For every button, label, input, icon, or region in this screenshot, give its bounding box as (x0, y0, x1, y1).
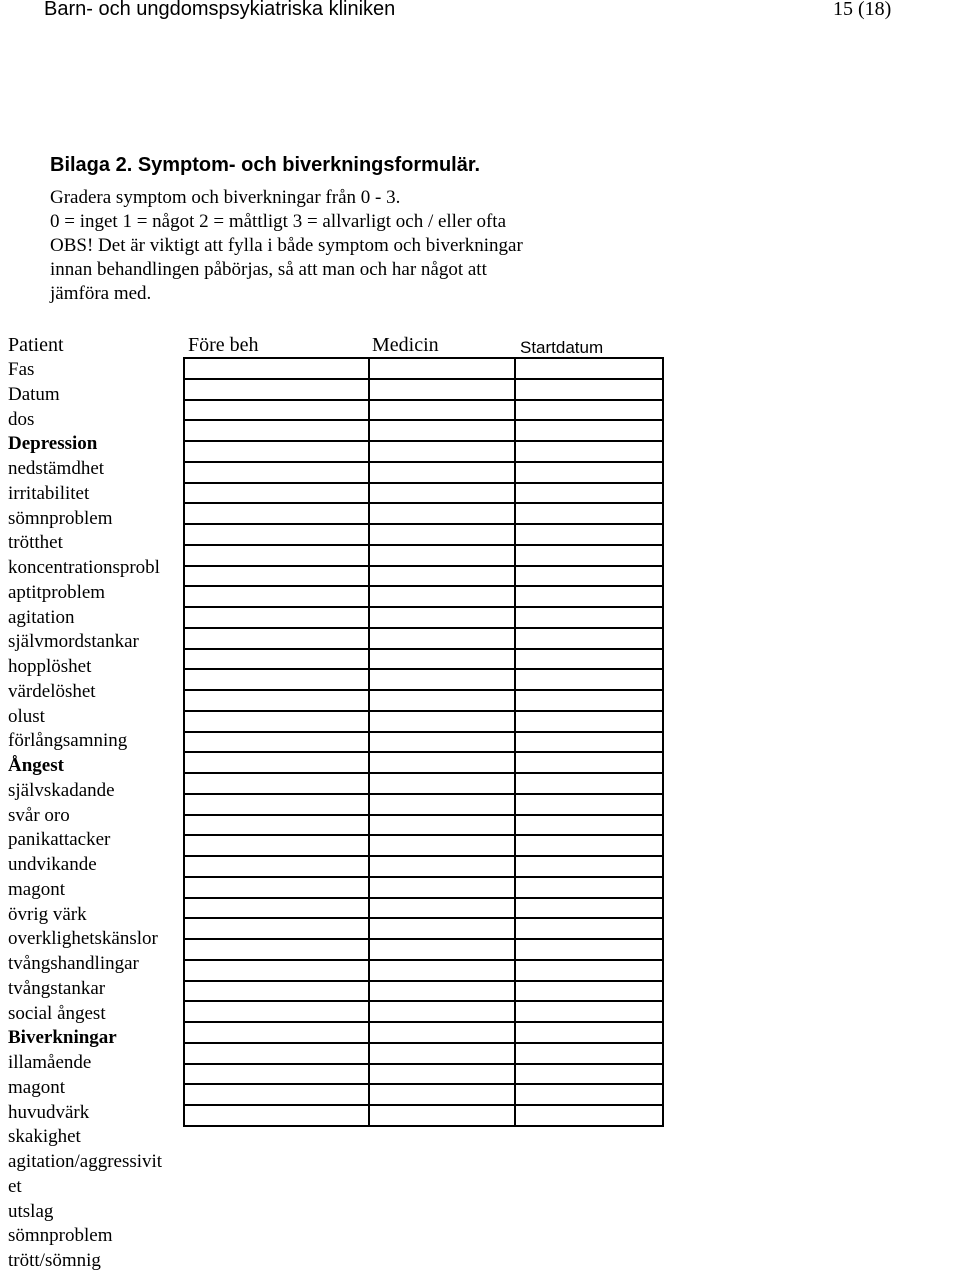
intro-line: jämföra med. (50, 283, 152, 304)
grid-cell-fore-beh[interactable] (184, 628, 369, 649)
grid-cell-startdatum[interactable] (515, 1064, 663, 1085)
section-title: Bilaga 2. Symptom- och biverkningsformulär. (50, 154, 481, 176)
grid-cell-startdatum[interactable] (515, 379, 663, 400)
section-label: Biverkningar (8, 1027, 117, 1049)
symptom-label: magont (8, 878, 65, 900)
grid-cell-medicin[interactable] (369, 960, 515, 981)
grid-row (184, 918, 663, 939)
grid-cell-fore-beh[interactable] (184, 711, 369, 732)
grid-cell-fore-beh[interactable] (184, 400, 369, 421)
symptom-label: koncentrationsprobl (8, 557, 160, 578)
grid-cell-startdatum[interactable] (515, 815, 663, 836)
grid-row (184, 1001, 663, 1022)
grid-cell-medicin[interactable] (369, 545, 515, 566)
grid-cell-medicin[interactable] (369, 794, 515, 815)
grid-cell-medicin[interactable] (369, 1084, 515, 1105)
grid-row (184, 794, 663, 815)
symptom-label: agitation (8, 606, 75, 628)
grid-cell-medicin[interactable] (369, 835, 515, 856)
grid-row (184, 856, 663, 877)
grid-cell-fore-beh[interactable] (184, 462, 369, 483)
symptom-label: magont (8, 1076, 65, 1098)
symptom-label: illamående (8, 1052, 92, 1073)
column-header-fore-beh: Före beh (188, 334, 259, 356)
grid-cell-medicin[interactable] (369, 607, 515, 628)
symptom-label: agitation/aggressivit (8, 1151, 163, 1172)
grid-row (184, 773, 663, 794)
grid-cell-fore-beh[interactable] (184, 856, 369, 877)
intro-line: 0 = inget 1 = något 2 = måttligt 3 = allvarligt och / eller ofta (50, 211, 507, 232)
symptom-label: värdelöshet (8, 680, 96, 702)
grid-row (184, 379, 663, 400)
grid-cell-startdatum[interactable] (515, 1001, 663, 1022)
grid-cell-medicin[interactable] (369, 1105, 515, 1126)
symptom-label: irritabilitet (8, 482, 90, 504)
grid-row (184, 1043, 663, 1064)
grid-row (184, 441, 663, 462)
grid-cell-fore-beh[interactable] (184, 732, 369, 753)
grid-cell-startdatum[interactable] (515, 607, 663, 628)
grid-cell-fore-beh[interactable] (184, 752, 369, 773)
grid-cell-medicin[interactable] (369, 690, 515, 711)
grid-cell-startdatum[interactable] (515, 856, 663, 877)
grid-row (184, 877, 663, 898)
grid-cell-medicin[interactable] (369, 815, 515, 836)
symptom-grid (183, 357, 664, 1127)
grid-cell-startdatum[interactable] (515, 503, 663, 524)
header-clinic-title: Barn- och ungdomspsykiatriska kliniken (44, 0, 396, 20)
grid-cell-fore-beh[interactable] (184, 690, 369, 711)
grid-cell-startdatum[interactable] (515, 898, 663, 919)
column-header-patient: Patient (8, 334, 64, 356)
intro-line: Gradera symptom och biverkningar från 0 - 3. (50, 187, 401, 208)
grid-row (184, 732, 663, 753)
grid-cell-startdatum[interactable] (515, 939, 663, 960)
intro-line: innan behandlingen påbörjas, så att man och har något att (50, 259, 487, 280)
grid-row (184, 462, 663, 483)
page-number: 15 (18) (833, 0, 892, 20)
grid-cell-fore-beh[interactable] (184, 1084, 369, 1105)
grid-cell-fore-beh[interactable] (184, 358, 369, 379)
grid-cell-startdatum[interactable] (515, 441, 663, 462)
grid-cell-fore-beh[interactable] (184, 607, 369, 628)
grid-cell-startdatum[interactable] (515, 649, 663, 670)
grid-cell-medicin[interactable] (369, 483, 515, 504)
grid-cell-medicin[interactable] (369, 358, 515, 379)
grid-row (184, 835, 663, 856)
symptom-label: förlångsamning (8, 730, 128, 752)
grid-cell-fore-beh[interactable] (184, 483, 369, 504)
symptom-label: undvikande (8, 854, 97, 875)
grid-cell-startdatum[interactable] (515, 420, 663, 441)
grid-row (184, 1064, 663, 1085)
grid-cell-medicin[interactable] (369, 732, 515, 753)
grid-cell-startdatum[interactable] (515, 1084, 663, 1105)
grid-cell-startdatum[interactable] (515, 1022, 663, 1043)
grid-cell-startdatum[interactable] (515, 918, 663, 939)
grid-cell-startdatum[interactable] (515, 358, 663, 379)
symptom-label: skakighet (8, 1126, 81, 1148)
grid-cell-startdatum[interactable] (515, 628, 663, 649)
grid-row (184, 586, 663, 607)
symptom-label: självskadande (8, 779, 115, 801)
grid-row (184, 628, 663, 649)
symptom-label: självmordstankar (8, 631, 139, 653)
grid-cell-startdatum[interactable] (515, 752, 663, 773)
symptom-label: overklighetskänslor (8, 928, 158, 950)
grid-cell-fore-beh[interactable] (184, 815, 369, 836)
grid-cell-startdatum[interactable] (515, 711, 663, 732)
symptom-label: trött/sömnig (8, 1250, 101, 1271)
symptom-label: sömnproblem (8, 507, 113, 529)
symptom-label: tvångshandlingar (8, 953, 139, 974)
grid-row (184, 1084, 663, 1105)
grid-cell-medicin[interactable] (369, 649, 515, 670)
grid-cell-fore-beh[interactable] (184, 918, 369, 939)
grid-cell-fore-beh[interactable] (184, 420, 369, 441)
symptom-label: trötthet (8, 532, 63, 554)
symptom-label: nedstämdhet (8, 458, 105, 479)
grid-cell-startdatum[interactable] (515, 1105, 663, 1126)
grid-cell-medicin[interactable] (369, 1043, 515, 1064)
grid-row (184, 711, 663, 732)
grid-cell-medicin[interactable] (369, 524, 515, 545)
grid-cell-fore-beh[interactable] (184, 441, 369, 462)
grid-cell-fore-beh[interactable] (184, 960, 369, 981)
grid-cell-fore-beh[interactable] (184, 503, 369, 524)
intro-line: OBS! Det är viktigt att fylla i både symptom och biverkningar (50, 235, 523, 256)
grid-row (184, 815, 663, 836)
grid-cell-fore-beh[interactable] (184, 669, 369, 690)
grid-cell-medicin[interactable] (369, 1064, 515, 1085)
grid-row (184, 898, 663, 919)
grid-cell-medicin[interactable] (369, 628, 515, 649)
symptom-label: tvångstankar (8, 977, 106, 999)
grid-row (184, 503, 663, 524)
grid-cell-medicin[interactable] (369, 752, 515, 773)
grid-cell-fore-beh[interactable] (184, 773, 369, 794)
grid-cell-fore-beh[interactable] (184, 1001, 369, 1022)
section-label: Ångest (8, 755, 64, 776)
intro-text (50, 186, 610, 306)
symptom-label: social ångest (8, 1002, 106, 1024)
grid-row (184, 545, 663, 566)
grid-cell-fore-beh[interactable] (184, 649, 369, 670)
grid-cell-medicin[interactable] (369, 503, 515, 524)
grid-row (184, 669, 663, 690)
grid-cell-medicin[interactable] (369, 379, 515, 400)
grid-cell-startdatum[interactable] (515, 669, 663, 690)
grid-row (184, 483, 663, 504)
symptom-label: sömnproblem (8, 1225, 113, 1247)
grid-cell-startdatum[interactable] (515, 483, 663, 504)
symptom-label: aptitproblem (8, 581, 106, 603)
grid-cell-medicin[interactable] (369, 898, 515, 919)
grid-cell-medicin[interactable] (369, 669, 515, 690)
grid-cell-fore-beh[interactable] (184, 1022, 369, 1043)
grid-cell-medicin[interactable] (369, 420, 515, 441)
grid-cell-startdatum[interactable] (515, 1043, 663, 1064)
symptom-label: övrig värk (8, 903, 87, 925)
grid-cell-startdatum[interactable] (515, 960, 663, 981)
grid-cell-medicin[interactable] (369, 1001, 515, 1022)
grid-cell-fore-beh[interactable] (184, 1105, 369, 1126)
grid-row (184, 524, 663, 545)
grid-cell-medicin[interactable] (369, 400, 515, 421)
grid-cell-medicin[interactable] (369, 856, 515, 877)
column-header-medicin: Medicin (372, 334, 439, 356)
column-header-startdatum: Startdatum (520, 338, 604, 357)
symptom-label: hopplöshet (8, 656, 92, 677)
grid-cell-startdatum[interactable] (515, 524, 663, 545)
grid-cell-medicin[interactable] (369, 877, 515, 898)
grid-row (184, 566, 663, 587)
symptom-label: dos (8, 408, 35, 430)
grid-cell-fore-beh[interactable] (184, 835, 369, 856)
grid-cell-fore-beh[interactable] (184, 1064, 369, 1085)
grid-cell-medicin[interactable] (369, 981, 515, 1002)
grid-cell-startdatum[interactable] (515, 400, 663, 421)
symptom-label: utslag (8, 1200, 54, 1222)
grid-cell-medicin[interactable] (369, 441, 515, 462)
grid-cell-startdatum[interactable] (515, 732, 663, 753)
grid-cell-medicin[interactable] (369, 462, 515, 483)
grid-cell-startdatum[interactable] (515, 981, 663, 1002)
grid-row (184, 1105, 663, 1126)
grid-cell-startdatum[interactable] (515, 586, 663, 607)
grid-cell-medicin[interactable] (369, 566, 515, 587)
symptom-label: Fas (8, 359, 35, 380)
grid-cell-medicin[interactable] (369, 711, 515, 732)
symptom-label: svår oro (8, 804, 70, 826)
grid-row (184, 939, 663, 960)
grid-cell-medicin[interactable] (369, 918, 515, 939)
grid-cell-startdatum[interactable] (515, 835, 663, 856)
grid-cell-startdatum[interactable] (515, 545, 663, 566)
symptom-label: olust (8, 705, 45, 727)
symptom-label: huvudvärk (8, 1101, 90, 1123)
grid-cell-fore-beh[interactable] (184, 586, 369, 607)
grid-cell-medicin[interactable] (369, 773, 515, 794)
grid-row (184, 960, 663, 981)
grid-cell-startdatum[interactable] (515, 794, 663, 815)
grid-cell-fore-beh[interactable] (184, 379, 369, 400)
grid-cell-startdatum[interactable] (515, 773, 663, 794)
grid-cell-fore-beh[interactable] (184, 566, 369, 587)
symptom-label-column (8, 358, 162, 1274)
grid-row (184, 1022, 663, 1043)
grid-row (184, 752, 663, 773)
grid-cell-fore-beh[interactable] (184, 981, 369, 1002)
grid-row (184, 420, 663, 441)
grid-row (184, 649, 663, 670)
grid-cell-fore-beh[interactable] (184, 898, 369, 919)
grid-cell-startdatum[interactable] (515, 462, 663, 483)
grid-cell-fore-beh[interactable] (184, 524, 369, 545)
symptom-label: et (8, 1175, 22, 1197)
grid-row (184, 400, 663, 421)
grid-cell-startdatum[interactable] (515, 877, 663, 898)
grid-row (184, 607, 663, 628)
symptom-label: Datum (8, 383, 60, 405)
grid-row (184, 358, 663, 379)
grid-cell-medicin[interactable] (369, 586, 515, 607)
grid-row (184, 690, 663, 711)
section-label: Depression (8, 433, 98, 455)
grid-row (184, 981, 663, 1002)
grid-cell-startdatum[interactable] (515, 566, 663, 587)
grid-cell-medicin[interactable] (369, 1022, 515, 1043)
grid-cell-fore-beh[interactable] (184, 545, 369, 566)
grid-cell-fore-beh[interactable] (184, 794, 369, 815)
grid-cell-fore-beh[interactable] (184, 939, 369, 960)
grid-cell-medicin[interactable] (369, 939, 515, 960)
symptom-label: panikattacker (8, 829, 111, 851)
grid-cell-fore-beh[interactable] (184, 1043, 369, 1064)
grid-cell-startdatum[interactable] (515, 690, 663, 711)
grid-cell-fore-beh[interactable] (184, 877, 369, 898)
